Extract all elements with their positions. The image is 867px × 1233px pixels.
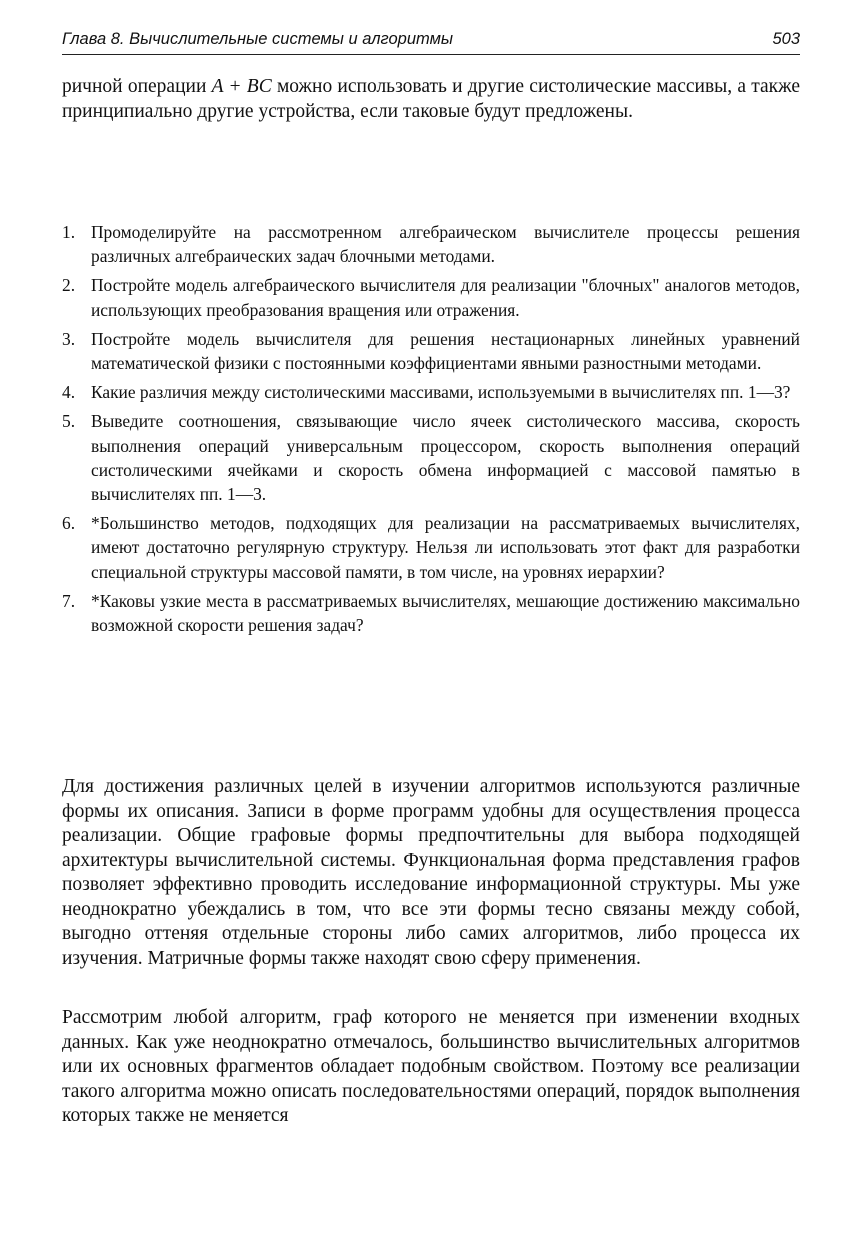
exercise-number: 4.	[62, 382, 76, 403]
exercise-text: *Большинство методов, подходящих для реализации на рассматриваемых вычислителях, имеют достаточно регулярную структуру. Нельзя ли использовать этот факт для разработки специальной структуры массовой памяти, в том числе, на уровнях иерархии?	[91, 513, 800, 582]
body-paragraph-1: Для достижения различных целей в изучении алгоритмов используются различные формы их описания. Записи в форме программ удобны для осуществления процесса реализации. Общие графовые формы предпочтительны для выбора подходящей архитектуры вычислительной системы. Функциональная форма представления графов позволяет эффективно проводить исследование информационной структуры. Мы уже неоднократно убеждались в том, что все эти формы тесно связаны между собой, выгодно оттеняя отдельные стороны либо самих алгоритмов, либо процесса их изучения. Матричные формы также находят свою сферу применения.	[62, 776, 800, 969]
exercise-list	[62, 220, 800, 642]
exercise-text: Выведите соотношения, связывающие число ячеек систолического массива, скорость выполнения операций универсальным процессором, скорость выполнения операций систолическими ячейками и скорость обмена информацией с массовой памятью в вычислителях пп. 1—3.	[91, 411, 800, 505]
exercise-item	[62, 380, 800, 404]
exercise-item	[62, 409, 800, 506]
exercise-number: 3.	[62, 328, 76, 349]
intro-paragraph	[62, 75, 800, 124]
exercise-number: 1.	[62, 222, 76, 242]
page-number: 503	[772, 30, 800, 48]
intro-text-start: ричной операции	[62, 76, 212, 97]
body-paragraph-2: Рассмотрим любой алгоритм, граф которого не меняется при изменении входных данных. Как уже неоднократно отмечалось, большинство вычислительных алгоритмов или их основных фрагментов обладает подобным свойством. Поэтому все реализации такого алгоритма можно описать последовательностями операций, порядок выполнения которых также не меняется	[62, 1007, 800, 1126]
chapter-title: Глава 8. Вычислительные системы и алгоритмы	[62, 30, 454, 48]
exercise-text: *Каковы узкие места в рассматриваемых вычислителях, мешающие достижению максимально возможной скорости решения задач?	[91, 590, 800, 636]
exercise-item	[62, 511, 800, 584]
exercise-number: 2.	[62, 275, 76, 296]
intro-text-end: можно использовать и другие систолические массивы, а также принципиально другие устройства, если таковые будут предложены.	[62, 76, 801, 122]
exercise-number: 7.	[62, 590, 76, 611]
exercise-text: Постройте модель вычислителя для решения нестационарных линейных уравнений математической физики с постоянными коэффициентами явными разностными методами.	[91, 328, 800, 374]
running-header	[62, 28, 800, 55]
exercise-item	[62, 327, 800, 375]
exercise-item	[62, 273, 800, 321]
exercise-item	[62, 220, 800, 268]
exercise-text: Какие различия между систолическими массивами, используемыми в вычислителях пп. 1—3?	[91, 382, 791, 403]
exercise-item	[62, 589, 800, 637]
exercise-text: Промоделируйте на рассмотренном алгебраическом вычислителе процессы решения различных алгебраических задач блочными методами.	[91, 222, 800, 267]
exercise-number: 5.	[62, 411, 76, 432]
math-expression: A + BC	[211, 76, 272, 97]
exercise-text: Постройте модель алгебраического вычислителя для реализации "блочных" аналогов методов, использующих преобразования вращения или отражения.	[91, 275, 800, 320]
exercise-number: 6.	[62, 513, 76, 534]
